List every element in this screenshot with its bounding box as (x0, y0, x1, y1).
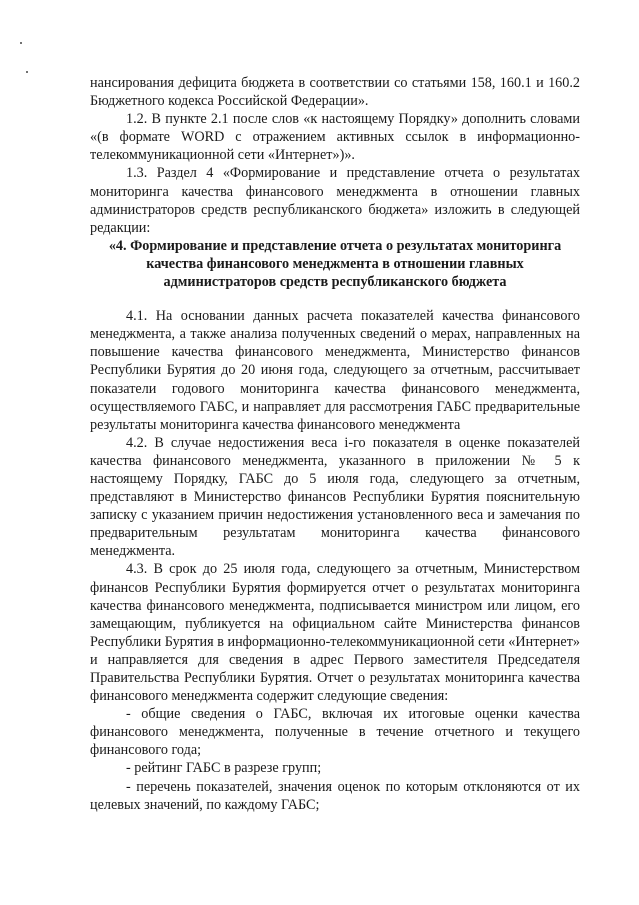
list-item: - общие сведения о ГАБС, включая их итоговые оценки качества финансового менеджмента, полученные в течение отчетного и текущего финансового года; (90, 706, 580, 759)
list-item: - перечень показателей, значения оценок по которым отклоняются от их целевых значений, по каждому ГАБС; (90, 778, 580, 813)
spacer (90, 291, 580, 307)
paragraph-4-2: 4.2. В случае недостижения веса i-го показателя в оценке показателей качества финансового менеджмента, указанного в приложении № 5 к настоящему Порядку, ГАБС до 5 июля года, следующего за отчетным, представляют в Министерство финансов Республики Бурятия пояснительную записку с указанием причин недостижения установленного веса и замечания по предварительным результатам мониторинга качества финансового менеджмента. (90, 434, 580, 560)
paragraph-4-1: 4.1. На основании данных расчета показателей качества финансового менеджмента, а также анализа полученных сведений о мерах, направленных на повышение качества финансового менеджмента, Министерство финансов Республики Бурятия до 20 июня года, следующего за отчетным, рассчитывает показатели годового мониторинга качества финансового менеджмента, осуществляемого ГАБС, и направляет для рассмотрения ГАБС предварительные результаты мониторинга качества финансового менеджмента (90, 308, 580, 433)
section-4-heading: «4. Формирование и представление отчета о результатах мониторинга качества финансового менеджмента в отношении главных администраторов средств республиканского бюджета (108, 237, 562, 291)
scan-speck (26, 71, 28, 73)
paragraph-continuation: нансирования дефицита бюджета в соответствии со статьями 158, 160.1 и 160.2 Бюджетного кодекса Российской Федерации». (90, 75, 580, 110)
list-item: - рейтинг ГАБС в разрезе групп; (126, 760, 322, 777)
paragraph-1-2: 1.2. В пункте 2.1 после слов «к настоящему Порядку» дополнить словами «(в формате WORD с отражением активных ссылок в информационно-телекоммуникационной сети «Интернет»)». (90, 111, 580, 164)
scan-speck (20, 42, 22, 44)
paragraph-1-3: 1.3. Раздел 4 «Формирование и представление отчета о результатах мониторинга качества финансового менеджмента в отношении главных администраторов средств республиканского бюджета» изложить в следующей редакции: (90, 165, 580, 236)
paragraph-4-3: 4.3. В срок до 25 июля года, следующего за отчетным, Министерством финансов Республики Бурятия формируется отчет о результатах мониторинга качества финансового менеджмента, подписывается министром или лицом, его замещающим, публикуется на официальном сайте Министерства финансов Республики Бурятия в информационно-телекоммуникационной сети «Интернет» и направляется для сведения в адрес Первого заместителя Председателя Правительства Республики Бурятия. Отчет о результатах мониторинга качества финансового менеджмента содержит следующие сведения: (90, 561, 580, 705)
document-body (90, 74, 580, 814)
